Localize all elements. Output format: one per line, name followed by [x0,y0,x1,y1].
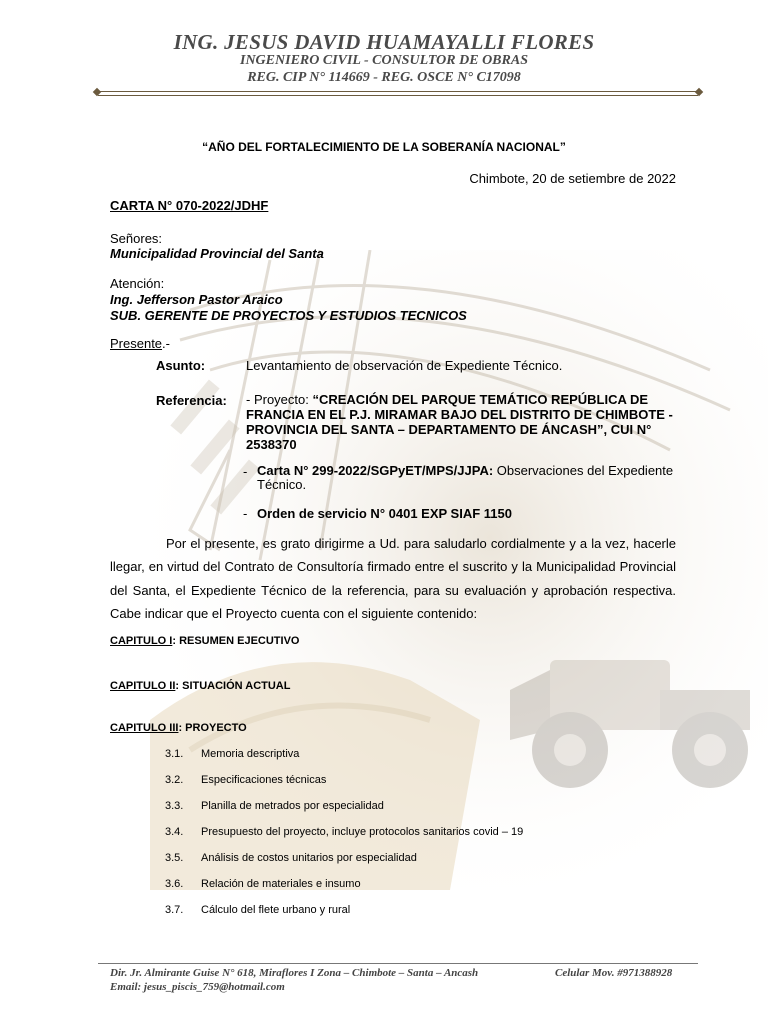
item-text: Presupuesto del proyecto, incluye protocolos sanitarios covid – 19 [201,826,524,838]
chapter-3-title: : PROYECTO [178,722,247,734]
item-text: Memoria descriptiva [201,748,300,760]
reference-project-name: “CREACIÓN DEL PARQUE TEMÁTICO REPÚBLICA DE FRANCIA EN EL P.J. MIRAMAR BAJO DEL DISTRITO DE CHIMBOTE - PROVINCIA DEL SANTA – DEPARTAMENTO DE ÁNCASH”, CUI N° 2538370 [246,392,673,452]
chapter-3 [110,722,247,734]
letterhead-name: ING. JESUS DAVID HUAMAYALLI FLORES [173,30,595,54]
footer-divider [98,963,698,964]
chapter-2-label: CAPITULO II [110,680,176,692]
item-text: Relación de materiales e insumo [201,878,361,890]
item-number: 3.7. [165,904,184,916]
reference-label: Referencia: [156,393,227,408]
letterhead-registration: REG. CIP N° 114669 - REG. OSCE N° C17098 [247,70,521,85]
reference-carta [257,464,687,492]
item-text: Cálculo del flete urbano y rural [201,904,351,916]
footer-email: Email: jesus_piscis_759@hotmail.com [110,981,285,993]
subject-text: Levantamiento de observación de Expediente Técnico. [246,358,563,373]
chapter-1-title: : RESUMEN EJECUTIVO [172,635,300,647]
item-number: 3.3. [165,800,184,812]
reference-project [246,392,686,452]
reference-project-prefix: - Proyecto: [246,392,313,407]
reference-carta-number: Carta N° 299-2022/SGPyET/MPS/JJPA: [257,463,494,478]
chapter-3-label: CAPITULO III [110,722,179,734]
item-number: 3.6. [165,878,184,890]
chapter-1 [110,635,299,647]
recipient-organization: Municipalidad Provincial del Santa [110,246,324,261]
letterhead-profession: INGENIERO CIVIL - CONSULTOR DE OBRAS [240,53,528,68]
reference-carta-text: Observaciones del Expediente Técnico. [257,463,674,492]
letter-number: CARTA N° 070-2022/JDHF [110,198,269,213]
chapter-2 [110,680,290,692]
presente-suffix: .- [162,336,170,351]
body-paragraph: Por el presente, es grato dirigirme a Ud. para saludarlo cordialmente y a la vez, hacerle llegar, en virtud del Contrato de Consultoría firmado entre el suscrito y la Municipalidad Provincial del Santa, el Expediente Técnico de la referencia, para su evaluación y aprobación respectiva. Cabe indicar que el Proyecto cuenta con el siguiente contenido: [110,536,676,621]
presente-line [110,336,170,352]
year-motto: “AÑO DEL FORTALECIMIENTO DE LA SOBERANÍA NACIONAL” [202,140,566,154]
reference-orden: Orden de servicio N° 0401 EXP SIAF 1150 [257,506,512,521]
chapter-2-title: : SITUACIÓN ACTUAL [175,680,291,692]
item-text: Análisis de costos unitarios por especialidad [201,852,417,864]
item-text: Especificaciones técnicas [201,774,327,786]
attention-person: Ing. Jefferson Pastor Araico [110,292,283,307]
subject-label: Asunto: [156,358,206,373]
attention-label: Atención: [110,276,165,291]
item-number: 3.4. [165,826,184,838]
date-line: Chimbote, 20 de setiembre de 2022 [469,171,676,186]
reference-bullet-2: - [243,506,248,521]
presente-word: Presente [110,336,163,351]
item-number: 3.1. [165,748,184,760]
item-number: 3.5. [165,852,184,864]
header-divider [98,91,698,96]
recipient-salutation: Señores: [110,231,163,246]
footer-phone: Celular Mov. #971388928 [555,967,673,979]
reference-bullet-1: - [243,464,248,479]
item-number: 3.2. [165,774,184,786]
attention-position: SUB. GERENTE DE PROYECTOS Y ESTUDIOS TECNICOS [110,308,467,323]
item-text: Planilla de metrados por especialidad [201,800,384,812]
footer-address: Dir. Jr. Almirante Guise N° 618, Miraflores I Zona – Chimbote – Santa – Ancash [110,967,479,979]
chapter-1-label: CAPITULO I [110,635,173,647]
